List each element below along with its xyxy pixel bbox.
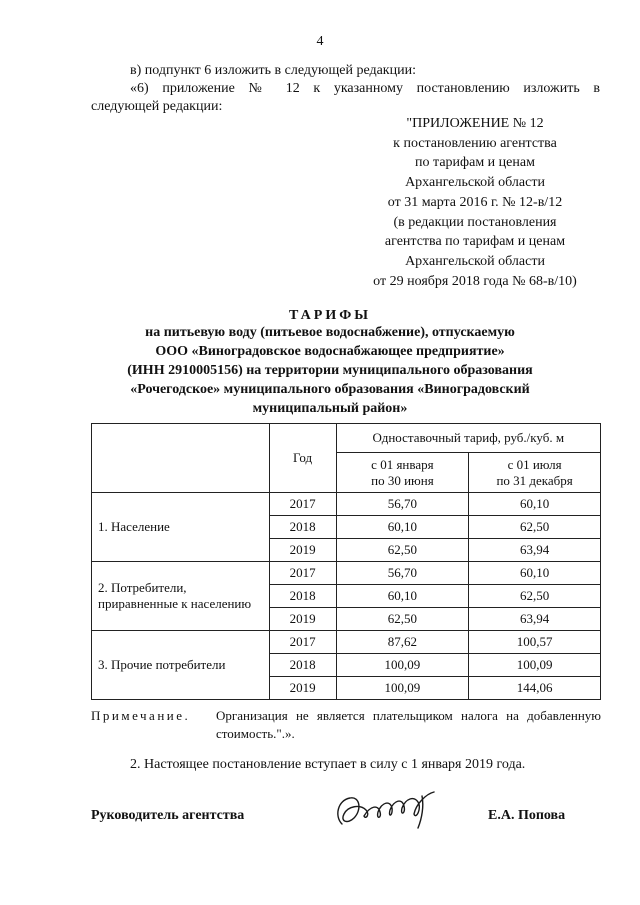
- appendix-line: от 29 ноября 2018 года № 68-в/10): [373, 273, 577, 289]
- intro-line-1: в) подпункт 6 изложить в следующей редакции:: [130, 63, 416, 78]
- tariff-cell: 62,50: [469, 585, 601, 608]
- note-label: Примечание.: [91, 708, 191, 723]
- header-period-2: [469, 453, 601, 493]
- tariff-cell: 100,09: [336, 654, 469, 677]
- tariff-cell: 144,06: [469, 677, 601, 700]
- intro-line-3: следующей редакции:: [91, 99, 223, 114]
- note-text-continued: стоимость.".».: [216, 726, 295, 741]
- handwritten-signature-icon: [330, 786, 450, 834]
- category-label: 2. Потребители,: [98, 580, 187, 595]
- period-1-start: с 01 января: [371, 456, 434, 472]
- subtitle-line: муниципальный район»: [252, 401, 408, 416]
- header-empty-cell: [92, 424, 270, 493]
- subtitle-line: на питьевую воду (питьевое водоснабжение), отпускаемую: [145, 325, 515, 340]
- tariff-cell: 87,62: [336, 631, 469, 654]
- year-cell: 2018: [269, 585, 336, 608]
- document-subtitle: [80, 323, 580, 418]
- tariff-cell: 100,09: [469, 654, 601, 677]
- final-paragraph: 2. Настоящее постановление вступает в силу с 1 января 2019 года.: [130, 757, 526, 772]
- year-cell: 2017: [269, 493, 336, 516]
- period-2-end: по 31 декабря: [496, 472, 573, 488]
- intro-line-2: «6) приложение № 12 к указанному постановлению изложить в: [130, 81, 600, 96]
- signature-position: Руководитель агентства: [91, 808, 245, 823]
- document-title: ТАРИФЫ: [289, 308, 371, 323]
- period-2-start: с 01 июля: [507, 456, 562, 472]
- tariff-cell: 60,10: [336, 516, 469, 539]
- signature-name: Е.А. Попова: [488, 808, 566, 823]
- appendix-header: [330, 114, 620, 291]
- category-label: 3. Прочие потребители: [98, 657, 226, 672]
- tariff-cell: 62,50: [336, 539, 469, 562]
- appendix-line: по тарифам и ценам: [415, 155, 535, 171]
- year-cell: 2017: [269, 631, 336, 654]
- category-equivalent: [92, 562, 270, 631]
- table-row: [92, 562, 601, 585]
- tariff-cell: 56,70: [336, 562, 469, 585]
- tariff-cell: 60,10: [336, 585, 469, 608]
- table-row: [92, 493, 601, 516]
- tariff-cell: 56,70: [336, 493, 469, 516]
- tariff-cell: 100,57: [469, 631, 601, 654]
- appendix-line: Архангельской области: [405, 175, 545, 191]
- header-tariff: Одноставочный тариф, руб./куб. м: [336, 424, 600, 453]
- tariff-cell: 63,94: [469, 608, 601, 631]
- year-cell: 2019: [269, 608, 336, 631]
- subtitle-line: «Рочегодское» муниципального образования «Виноградовский: [130, 382, 530, 397]
- appendix-line: (в редакции постановления: [393, 214, 557, 230]
- tariff-cell: 100,09: [336, 677, 469, 700]
- year-cell: 2018: [269, 516, 336, 539]
- appendix-line: агентства по тарифам и ценам: [384, 234, 566, 250]
- appendix-line: Архангельской области: [405, 253, 545, 269]
- year-cell: 2019: [269, 677, 336, 700]
- category-label: приравненные к населению: [98, 596, 252, 611]
- tariff-cell: 63,94: [469, 539, 601, 562]
- tariff-cell: 62,50: [469, 516, 601, 539]
- header-period-1: [336, 453, 469, 493]
- tariff-cell: 62,50: [336, 608, 469, 631]
- subtitle-line: (ИНН 2910005156) на территории муниципального образования: [127, 363, 533, 378]
- period-1-end: по 30 июня: [371, 472, 434, 488]
- year-cell: 2019: [269, 539, 336, 562]
- year-cell: 2018: [269, 654, 336, 677]
- note-text: Организация не является плательщиком налога на добавленную: [216, 708, 601, 723]
- category-label: 1. Население: [98, 519, 170, 534]
- appendix-line: от 31 марта 2016 г. № 12-в/12: [387, 194, 563, 210]
- table-row: [92, 631, 601, 654]
- appendix-line: к постановлению агентства: [393, 135, 557, 151]
- category-other: [92, 631, 270, 700]
- header-year: Год: [269, 424, 336, 493]
- year-cell: 2017: [269, 562, 336, 585]
- page-number: 4: [316, 34, 324, 49]
- subtitle-line: ООО «Виноградовское водоснабжающее предприятие»: [155, 344, 505, 359]
- tariff-cell: 60,10: [469, 562, 601, 585]
- category-population: [92, 493, 270, 562]
- tariff-cell: 60,10: [469, 493, 601, 516]
- appendix-line: "ПРИЛОЖЕНИЕ № 12: [406, 116, 544, 131]
- tariff-table: [91, 423, 601, 700]
